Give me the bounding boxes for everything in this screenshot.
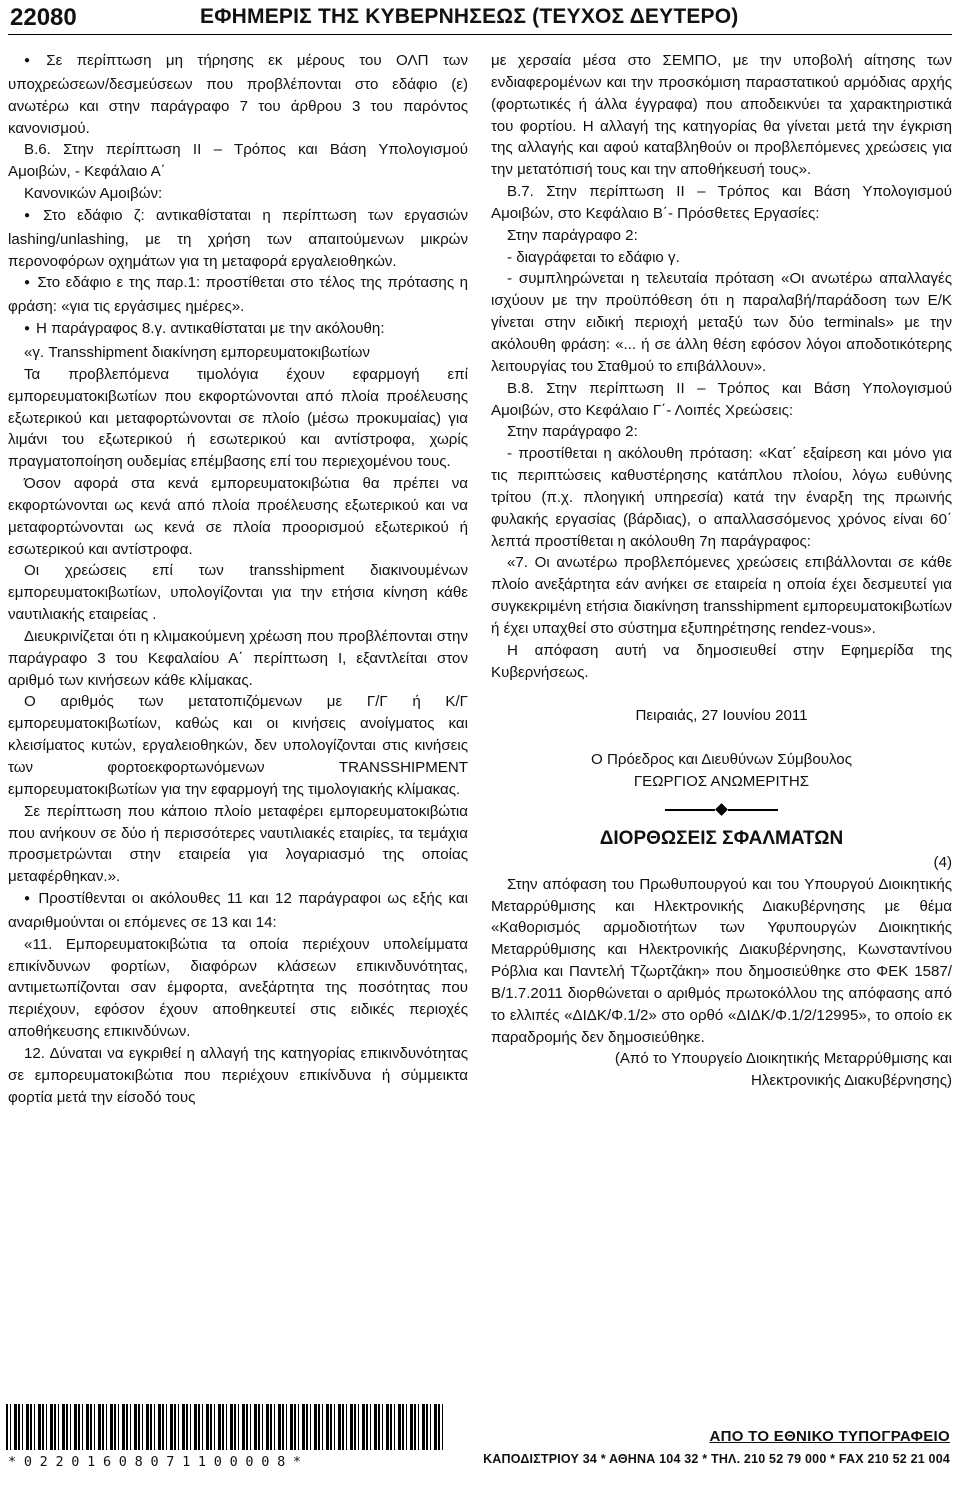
paragraph: Β.7. Στην περίπτωση ΙΙ – Τρόπος και Βάση Υπολογισμού Αμοιβών, στο Κεφάλαιο Β΄- Πρόσθετες Εργασίες: xyxy=(491,183,952,222)
paragraph: Η απόφαση αυτή να δημοσιευθεί στην Εφημερίδα της Κυβερνήσεως. xyxy=(491,641,952,681)
paragraph: ● Σε περίπτωση μη τήρησης εκ μέρους του ΟΛΠ των υποχρεώσεων/δεσμεύσεων που προβλέπονται στο εδάφιο (ε) ανωτέρω και στην παράγραφο 7 του άρθρου 3 του παρόντος κανονισμού. xyxy=(8,50,468,139)
paragraph: Στην παράγραφο 2: xyxy=(507,226,638,244)
paragraph: ● Στο εδάφιο ζ: αντικαθίσταται η περίπτωση των εργασιών lashing/unlashing, με τη χρήση των απαιτούμενων μικρών περονοφόρων οχημάτων για τη μεταφορά εργαλειοθηκών. xyxy=(8,205,468,273)
paragraph: ● Στο εδάφιο ε της παρ.1: προστίθεται στο τέλος της πρότασης η φράση: «για τις εργάσιμες ημέρες». xyxy=(8,272,468,318)
page-header xyxy=(0,0,960,34)
section-divider xyxy=(491,805,952,814)
printer-address: ΚΑΠΟΔΙΣΤΡΙΟΥ 34 * ΑΘΗΝΑ 104 32 * ΤΗΛ. 210 52 79 000 * FAX 210 52 21 004 xyxy=(483,1452,950,1466)
signature-name: ΓΕΩΡΓΙΟΣ ΑΝΩΜΕΡΙΤΗΣ xyxy=(633,773,810,791)
corrections-source: (Από το Υπουργείο Διοικητικής Μεταρρύθμισης και Ηλεκτρονικής Διακυβέρνησης) xyxy=(614,1050,952,1090)
paragraph: Διευκρινίζεται ότι η κλιμακούμενη χρέωση που προβλέπονται στην παράγραφο 3 του Κεφαλαίου Α΄ περίπτωση Ι, εξαντλείται στον αριθμό των κινήσεων κάθε κλίμακας. xyxy=(8,627,468,689)
paragraph: - προστίθεται η ακόλουθη πρόταση: «Κατ΄ εξαίρεση και μόνο για τις περιπτώσεις καθυστέρησης κατάπλου πλοίου, λόγω ευθύνης τρίτου (π.χ. πλοηγική υπηρεσία) κατά την έναρξη της πρωινής φυλακής εργασίας (βάρδιας), ο απαλλασσόμενος χρόνος είναι 60΄ λεπτά προστίθεται η ακόλουθη 7η παράγραφος: xyxy=(491,445,952,550)
page-footer xyxy=(0,1402,960,1486)
paragraph: ● Η παράγραφος 8.γ. αντικαθίσταται με την ακόλουθη: xyxy=(8,318,468,342)
barcode-text: *02201608071100008* xyxy=(8,1454,309,1470)
header-divider xyxy=(8,34,952,35)
corrections-number: (4) xyxy=(933,853,952,871)
paragraph: Τα προβλεπόμενα τιμολόγια έχουν εφαρμογή επί εμπορευματοκιβωτίων που εκφορτώνονται από πλοία προέλευσης εξωτερικού και μεταφορτώνονται σε πλοίο (μέσω προκυμαίας) για λιμάνι του εξωτερικού ή εσωτερικού και αντίστροφα, χωρίς πραγματοποίηση ουδεμίας επέμβασης επί του περιεχομένου τους. xyxy=(8,365,468,471)
paragraph: Στην παράγραφο 2: xyxy=(507,423,638,441)
page-number: 22080 xyxy=(10,4,77,31)
right-column xyxy=(491,50,952,1092)
paragraph: ● Προστίθενται οι ακόλουθες 11 και 12 παράγραφοι ως εξής και αναριθμούνται οι επόμενες σε 13 και 14: xyxy=(8,888,468,934)
paragraph: - συμπληρώνεται η τελευταία πρόταση «Οι ανωτέρω απαλλαγές ισχύουν με την προϋπόθεση ότι η παραλαβή/παράδοση των Ε/Κ γίνεται στην ειδική περιοχή μεταξύ των δύο terminals» με την ακόλουθη φράση: «... ή σε άλλη θέση εφόσον λόγοι αποδοτικότερης λειτουργίας του Σταθμού το επιβάλλουν». xyxy=(491,270,952,375)
printer-name: ΑΠΟ ΤΟ ΕΘΝΙΚΟ ΤΥΠΟΓΡΑΦΕΙΟ xyxy=(709,1428,950,1445)
paragraph: Β.8. Στην περίπτωση ΙΙ – Τρόπος και Βάση Υπολογισμού Αμοιβών, στο Κεφάλαιο Γ΄- Λοιπές Χρεώσεις: xyxy=(491,379,952,419)
corrections-text: Στην απόφαση του Πρωθυπουργού και του Υπουργού Διοικητικής Μεταρρύθμισης και Ηλεκτρονικής Διακυβέρνησης με θέμα «Καθορισμός αρμοδιοτήτων των Υφυπουργών Διοικητικής Μεταρρύθμισης και Ηλεκτρονικής Διακυβέρνησης, Κωνσταντίνου Ρόβλια και Παντελή Τζωρτζάκη» που δημοσιεύθηκε στο ΦΕΚ 1587/Β/1.7.2011 διορθώνεται ο αριθμός πρωτοκόλλου της απόφασης από το ελλιπές «ΔΙΔΚ/Φ.1/2» στο ορθό «ΔΙΔΚ/Φ.1/2/12995», το οποίο εκ παραδρομής δεν δημοσιεύθηκε. xyxy=(491,875,952,1046)
paragraph: «11. Εμπορευματοκιβώτια τα οποία περιέχουν υπολείμματα επικίνδυνων φορτίων, διαφόρων κλάσεων επικινδυνότητας, αντιμετωπίζονται σαν έμφορτα, ανεξάρτητα της ποσότητας που περιέχουν, εφόσον έχουν αποθηκευτεί στις ειδικές περιοχές αποθήκευσης επικινδύνων. xyxy=(8,935,468,1041)
paragraph: - διαγράφεται το εδάφιο γ. xyxy=(507,248,680,266)
signature-role: Ο Πρόεδρος και Διευθύνων Σύμβουλος xyxy=(591,751,852,769)
paragraph: Κανονικών Αμοιβών: xyxy=(24,185,163,203)
signature-place-date: Πειραιάς, 27 Ιουνίου 2011 xyxy=(635,707,808,725)
journal-title: ΕΦΗΜΕΡΙΣ ΤΗΣ ΚΥΒΕΡΝΗΣΕΩΣ (ΤΕΥΧΟΣ ΔΕΥΤΕΡΟ) xyxy=(200,5,739,28)
paragraph: «7. Οι ανωτέρω προβλεπόμενες χρεώσεις επιβάλλονται σε κάθε πλοίο ανεξάρτητα εάν ανήκει σε εταιρεία η οποία έχει δεσμευτεί για συγκεκριμένη ετήσια διακίνηση transshipment εμπορευματοκιβωτίων ή έχει υπαχθεί στο σύστημα εξυπηρέτησης rendez-vous». xyxy=(491,554,952,637)
paragraph: Σε περίπτωση που κάποιο πλοίο μεταφέρει εμπορευματοκιβώτια που ανήκουν σε δύο ή περισσότερες ναυτιλιακές εταιρίες, τα τεμάχια προσμετρώνται στην εταιρεία για λογαριασμό της οποίας μεταφέρθηκαν.». xyxy=(8,802,468,886)
paragraph: 12. Δύναται να εγκριθεί η αλλαγή της κατηγορίας επικινδυνότητας σε εμπορευματοκιβώτια που περιέχουν επικίνδυνα ή σύμμεικτα φορτία μετά την είσοδό τους xyxy=(8,1044,468,1106)
paragraph: Ο αριθμός των μετατοπιζόμενων με Γ/Γ ή Κ/Γ εμπορευματοκιβωτίων, καθώς και οι κινήσεις ανοίγματος και κλεισίματος κυτών, εργαλειοθηκών, δεν υπολογίζονται στις κινήσεις των φορτοεκφορτωνόμενων TRANSSHIPMENT εμπορευματοκιβωτίων για την εφαρμογή της τιμολογιακής κλίμακας. xyxy=(8,693,468,798)
corrections-title: ΔΙΟΡΘΩΣΕΙΣ ΣΦΑΛΜΑΤΩΝ xyxy=(599,828,844,849)
paragraph: Β.6. Στην περίπτωση ΙΙ – Τρόπος και Βάση Υπολογισμού Αμοιβών, - Κεφάλαιο Α΄ xyxy=(8,141,468,181)
left-column xyxy=(8,50,468,1109)
paragraph: Οι χρεώσεις επί των transshipment διακινουμένων εμπορευματοκιβωτίων, υπολογίζονται για την ετήσια κίνηση κάθε ναυτιλιακής εταιρείας . xyxy=(8,562,468,624)
paragraph: Όσον αφορά στα κενά εμπορευματοκιβώτια θα πρέπει να εκφορτώνονται ως κενά από πλοία προέλευσης εξωτερικού και να μεταφορτώνονται ως κενά σε πλοία προορισμού εξωτερικού ή εσωτερικού και αντίστροφα. xyxy=(8,475,468,558)
barcode-image xyxy=(6,1404,446,1450)
paragraph: «γ. Transshipment διακίνηση εμπορευματοκιβωτίων xyxy=(24,343,370,361)
paragraph: με χερσαία μέσα στο ΣΕΜΠΟ, με την υποβολή αίτησης των ενδιαφερομένων και την προσκόμιση παραστατικού αρμόδιας αρχής (φορτωτικές ή άλλα έγγραφα) που αποδεικνύει τα χαρακτηριστικά του φορτίου. Η αλλαγή της κατηγορίας θα γίνεται μετά την έγκριση της αλλαγής και αφού καταβληθούν οι προβλεπόμενες χρεώσεις για την μετατόπισή τους και την αποθήκευσή τους». xyxy=(491,52,952,179)
